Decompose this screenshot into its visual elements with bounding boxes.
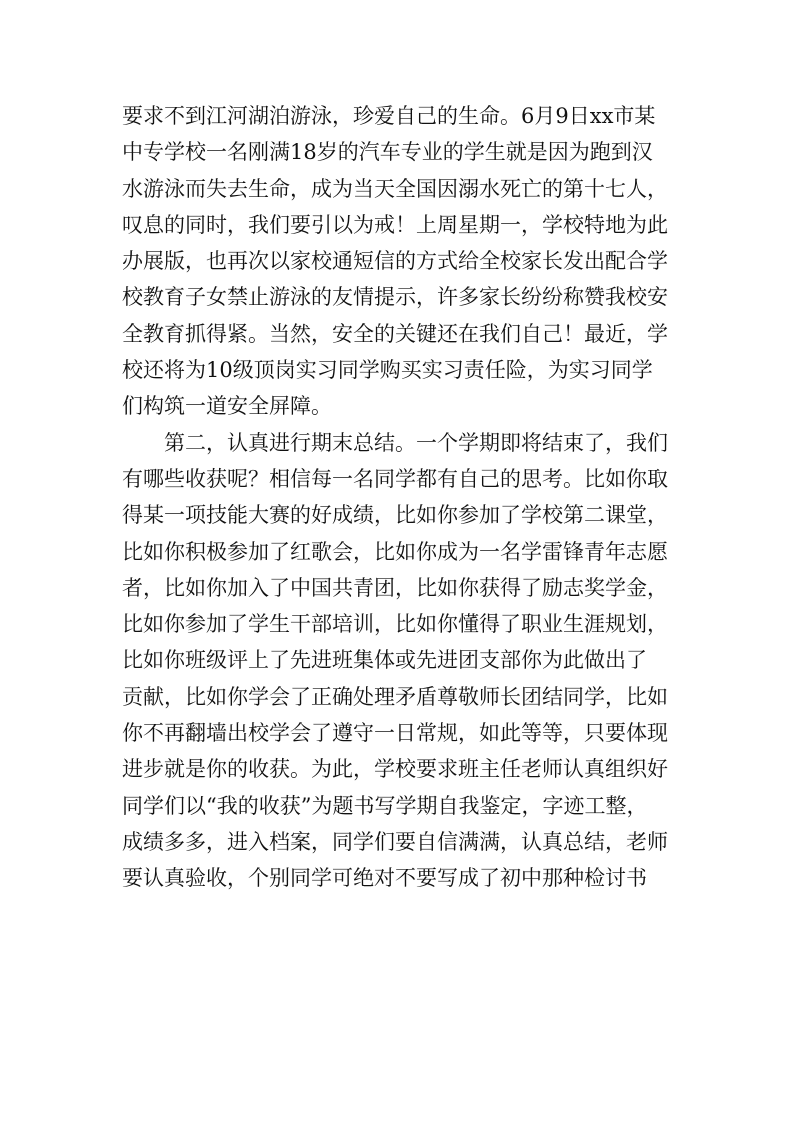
text-line: 进步就是你的收获。为此，学校要求班主任老师认真组织好 <box>122 757 668 782</box>
text-line: 得某一项技能大赛的好成绩，比如你参加了学校第二课堂， <box>122 503 668 528</box>
text-line: 要求不到江河湖泊游泳，珍爱自己的生命。6月9日xx市某 <box>122 104 656 128</box>
text-line: 者，比如你加入了中国共青团，比如你获得了励志奖学金， <box>122 575 668 600</box>
paragraph-start-line: 第二，认真进行期末总结。一个学期即将结束了，我们 <box>164 430 668 455</box>
text-line: 中专学校一名刚满18岁的汽车专业的学生就是因为跑到汉 <box>122 140 653 165</box>
text-line: 校还将为10级顶岗实习同学购买实习责任险，为实习同学 <box>122 358 653 383</box>
text-line: 校教育子女禁止游泳的友情提示，许多家长纷纷称赞我校安 <box>122 285 668 310</box>
text-line: 水游泳而失去生命，成为当天全国因溺水死亡的第十七人， <box>122 176 668 201</box>
text-line: 比如你班级评上了先进班集体或先进团支部你为此做出了 <box>122 648 647 673</box>
text-line: 你不再翻墙出校学会了遵守一日常规，如此等等，只要体现 <box>122 721 668 746</box>
body-text <box>122 98 682 897</box>
text-line: 成绩多多，进入档案，同学们要自信满满，认真总结，老师 <box>122 829 668 854</box>
text-line: 叹息的同时，我们要引以为戒！上周星期一，学校特地为此 <box>122 212 668 237</box>
text-line: 同学们以“我的收获”为题书写学期自我鉴定，字迹工整， <box>122 793 648 818</box>
text-line: 们构筑一道安全屏障。 <box>122 394 332 419</box>
text-line: 全教育抓得紧。当然，安全的关键还在我们自己！最近，学 <box>122 321 668 346</box>
text-line: 比如你参加了学生干部培训，比如你懂得了职业生涯规划， <box>122 612 668 637</box>
text-line: 比如你积极参加了红歌会，比如你成为一名学雷锋青年志愿 <box>122 539 668 564</box>
text-line: 办展版，也再次以家校通短信的方式给全校家长发出配合学 <box>122 249 668 274</box>
text-line: 要认真验收，个别同学可绝对不要写成了初中那种检讨书 <box>122 866 647 891</box>
text-line: 贡献，比如你学会了正确处理矛盾尊敬师长团结同学，比如 <box>122 684 668 709</box>
text-line: 有哪些收获呢？相信每一名同学都有自己的思考。比如你取 <box>122 466 668 491</box>
